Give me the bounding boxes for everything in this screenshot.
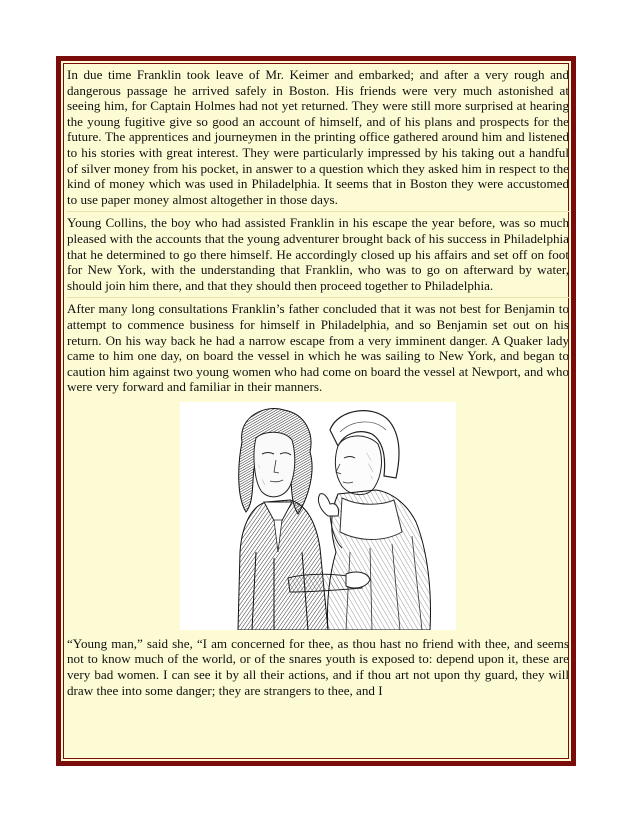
page-content bbox=[67, 67, 569, 757]
paragraph-1: In due time Franklin took leave of Mr. Keimer and embarked; and after a very rough and dangerous passage he arrived safely in Boston. His friends were very much astonished at seeing him, for Captain Holmes had not yet returned. They were still more surprised at hearing the young fugitive give so good an account of himself, and of his plans and prospects for the future. The apprentices and journeymen in the printing office gathered around him and listened to his stories with great interest. They were particularly impressed by his taking out a handful of silver money from his pocket, in answer to a question which they asked him in respect to the kind of money which was used in Philadelphia. It seems that in Boston they were accustomed to use paper money almost altogether in those days. bbox=[67, 67, 569, 207]
page-frame bbox=[56, 56, 576, 766]
paragraph-4: “Young man,” said she, “I am concerned for thee, as thou hast no friend with thee, and seems not to know much of the world, or of the snares youth is exposed to: depend upon it, these are very bad women. I can see it by all their actions, and if thou art not upon thy guard, they will draw thee into some danger; they are strangers to thee, and I bbox=[67, 635, 569, 698]
paragraph-divider bbox=[67, 297, 569, 298]
paragraph-divider bbox=[67, 211, 569, 212]
engraving-young-man-and-quaker-lady bbox=[180, 402, 456, 630]
paragraph-2: Young Collins, the boy who had assisted Franklin in his escape the year before, was so much pleased with the accounts that the young adventurer brought back of his success in Philadelphia that he determined to go there himself. He accordingly closed up his affairs and set off on foot for New York, with the understanding that Franklin, who was to go on afterward by water, should join him there, and that they should then proceed together to Philadelphia. bbox=[67, 215, 569, 293]
paragraph-3: After many long consultations Franklin’s father concluded that it was not best for Benjamin to attempt to commence business for himself in Philadelphia, and so Benjamin set out on his return. On his way back he had a narrow escape from a very imminent danger. A Quaker lady came to him one day, on board the vessel in which he was sailing to New York, and began to caution him against two young women who had come on board the vessel at Newport, and who were very forward and familiar in their manners. bbox=[67, 301, 569, 395]
engraving-illustration bbox=[180, 402, 456, 630]
